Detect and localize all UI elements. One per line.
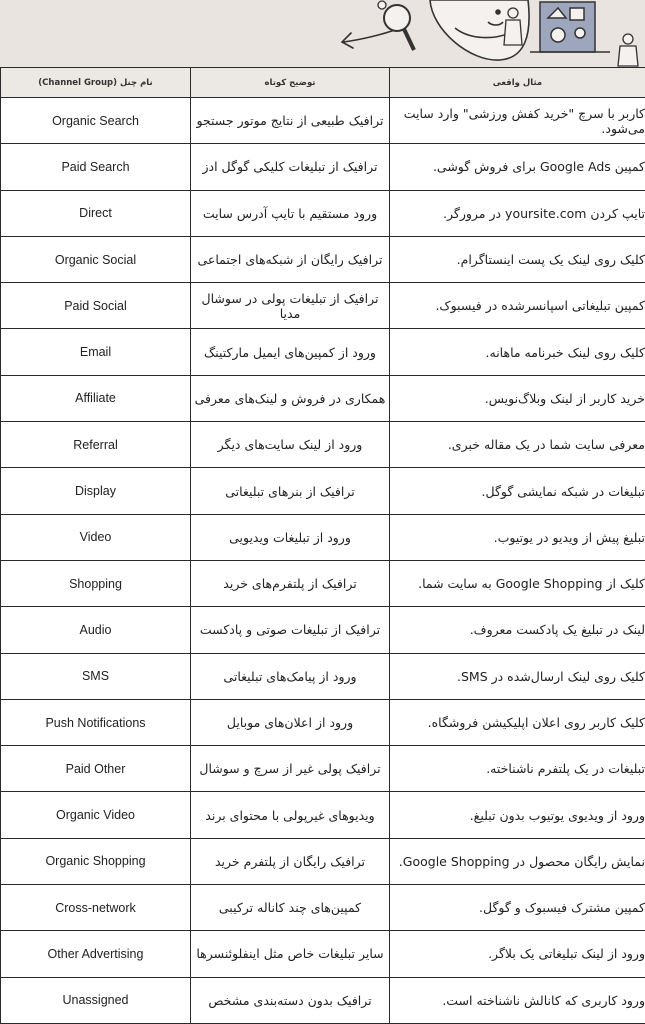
clipboard-shapes-icon <box>530 2 610 52</box>
table-row <box>1 746 645 792</box>
table-row <box>1 329 645 375</box>
cell-example: کمپین تبلیغاتی اسپانسرشده در فیسبوک. <box>390 283 645 329</box>
cell-description: ورود از لینک سایت‌های دیگر <box>191 422 390 468</box>
cell-description: ترافیک طبیعی از نتایج موتور جستجو <box>191 98 390 144</box>
cell-example: کلیک کاربر روی اعلان اپلیکیشن فروشگاه. <box>390 699 645 745</box>
table-row <box>1 514 645 560</box>
cell-channel-name: Video <box>1 514 191 560</box>
cell-example: ورود از ویدیوی یوتیوب بدون تبلیغ. <box>390 792 645 838</box>
cell-description: ورود از کمپین‌های ایمیل مارکتینگ <box>191 329 390 375</box>
cell-example: کلیک از Google Shopping به سایت شما. <box>390 560 645 606</box>
cell-channel-name: Other Advertising <box>1 931 191 977</box>
cell-description: کمپین‌های چند کاناله ترکیبی <box>191 885 390 931</box>
cell-example: کلیک روی لینک یک پست اینستاگرام. <box>390 236 645 282</box>
channel-groups-table <box>0 67 645 1024</box>
table-row <box>1 560 645 606</box>
table-row <box>1 98 645 144</box>
cell-example: نمایش رایگان محصول در Google Shopping. <box>390 838 645 884</box>
cell-example: ورود از لینک تبلیغاتی یک بلاگر. <box>390 931 645 977</box>
cell-example: تبلیغات در شبکه نمایشی گوگل. <box>390 468 645 514</box>
header-example: مثال واقعی <box>390 68 645 98</box>
cell-example: کاربر با سرچ "خرید کفش ورزشی" وارد سایت می‌شود. <box>390 98 645 144</box>
cell-channel-name: Paid Social <box>1 283 191 329</box>
cell-channel-name: Display <box>1 468 191 514</box>
cell-channel-name: Paid Other <box>1 746 191 792</box>
cell-description: ویدیوهای غیرپولی با محتوای برند <box>191 792 390 838</box>
cell-description: سایر تبلیغات خاص مثل اینفلوئنسرها <box>191 931 390 977</box>
table-row <box>1 422 645 468</box>
table-row <box>1 375 645 421</box>
cell-description: ترافیک از تبلیغات صوتی و پادکست <box>191 607 390 653</box>
table-body <box>1 98 645 1024</box>
cell-description: ترافیک پولی غیر از سرچ و سوشال <box>191 746 390 792</box>
cell-example: تبلیغات در یک پلتفرم ناشناخته. <box>390 746 645 792</box>
table-row <box>1 283 645 329</box>
table-row <box>1 931 645 977</box>
cell-example: کلیک روی لینک ارسال‌شده در SMS. <box>390 653 645 699</box>
table-row <box>1 792 645 838</box>
cell-description: ترافیک بدون دسته‌بندی مشخص <box>191 977 390 1023</box>
magnifier-icon <box>384 5 414 50</box>
table-row <box>1 699 645 745</box>
cell-example: کلیک روی لینک خبرنامه ماهانه. <box>390 329 645 375</box>
cell-description: ترافیک رایگان از پلتفرم خرید <box>191 838 390 884</box>
cell-description: ورود از پیامک‌های تبلیغاتی <box>191 653 390 699</box>
cell-example: لینک در تبلیغ یک پادکست معروف. <box>390 607 645 653</box>
cell-channel-name: Direct <box>1 190 191 236</box>
illustration <box>0 0 645 67</box>
cell-channel-name: Cross-network <box>1 885 191 931</box>
cell-description: ترافیک از پلتفرم‌های خرید <box>191 560 390 606</box>
cell-example: خرید کاربر از لینک وبلاگ‌نویس. <box>390 375 645 421</box>
cell-channel-name: Unassigned <box>1 977 191 1023</box>
cell-example: معرفی سایت شما در یک مقاله خبری. <box>390 422 645 468</box>
cell-channel-name: Organic Video <box>1 792 191 838</box>
cell-channel-name: Email <box>1 329 191 375</box>
cell-example: کمپین مشترک فیسبوک و گوگل. <box>390 885 645 931</box>
cell-description: ترافیک از تبلیغات کلیکی گوگل ادز <box>191 144 390 190</box>
cell-channel-name: SMS <box>1 653 191 699</box>
table-row <box>1 144 645 190</box>
cell-channel-name: Audio <box>1 607 191 653</box>
cell-example: تایپ کردن yoursite.com در مرورگر. <box>390 190 645 236</box>
table-header-row <box>1 68 645 98</box>
table-row <box>1 236 645 282</box>
table-row <box>1 653 645 699</box>
cell-channel-name: Referral <box>1 422 191 468</box>
cell-channel-name: Paid Search <box>1 144 191 190</box>
cell-example: تبلیغ پیش از ویدیو در یوتیوب. <box>390 514 645 560</box>
cell-example: ورود کاربری که کانالش ناشناخته است. <box>390 977 645 1023</box>
cell-description: همکاری در فروش و لینک‌های معرفی <box>191 375 390 421</box>
cell-description: ورود از تبلیغات ویدیویی <box>191 514 390 560</box>
table-row <box>1 468 645 514</box>
cell-channel-name: Organic Shopping <box>1 838 191 884</box>
cell-channel-name: Affiliate <box>1 375 191 421</box>
header-description: توضیح کوتاه <box>191 68 390 98</box>
table-row <box>1 977 645 1023</box>
header-channel: (Channel Group) نام چنل <box>1 68 191 98</box>
cell-channel-name: Organic Social <box>1 236 191 282</box>
cell-channel-name: Organic Search <box>1 98 191 144</box>
table-row <box>1 190 645 236</box>
cell-description: ترافیک از تبلیغات پولی در سوشال مدیا <box>191 283 390 329</box>
cell-example: کمپین Google Ads برای فروش گوشی. <box>390 144 645 190</box>
cell-description: ورود از اعلان‌های موبایل <box>191 699 390 745</box>
table-row <box>1 607 645 653</box>
header-illustration-banner <box>0 0 645 67</box>
cell-description: ورود مستقیم با تایپ آدرس سایت <box>191 190 390 236</box>
cell-description: ترافیک از بنرهای تبلیغاتی <box>191 468 390 514</box>
arrow-left-icon <box>342 28 400 48</box>
cell-channel-name: Push Notifications <box>1 699 191 745</box>
table-row <box>1 885 645 931</box>
cell-description: ترافیک رایگان از شبکه‌های اجتماعی <box>191 236 390 282</box>
cell-channel-name: Shopping <box>1 560 191 606</box>
table-row <box>1 838 645 884</box>
